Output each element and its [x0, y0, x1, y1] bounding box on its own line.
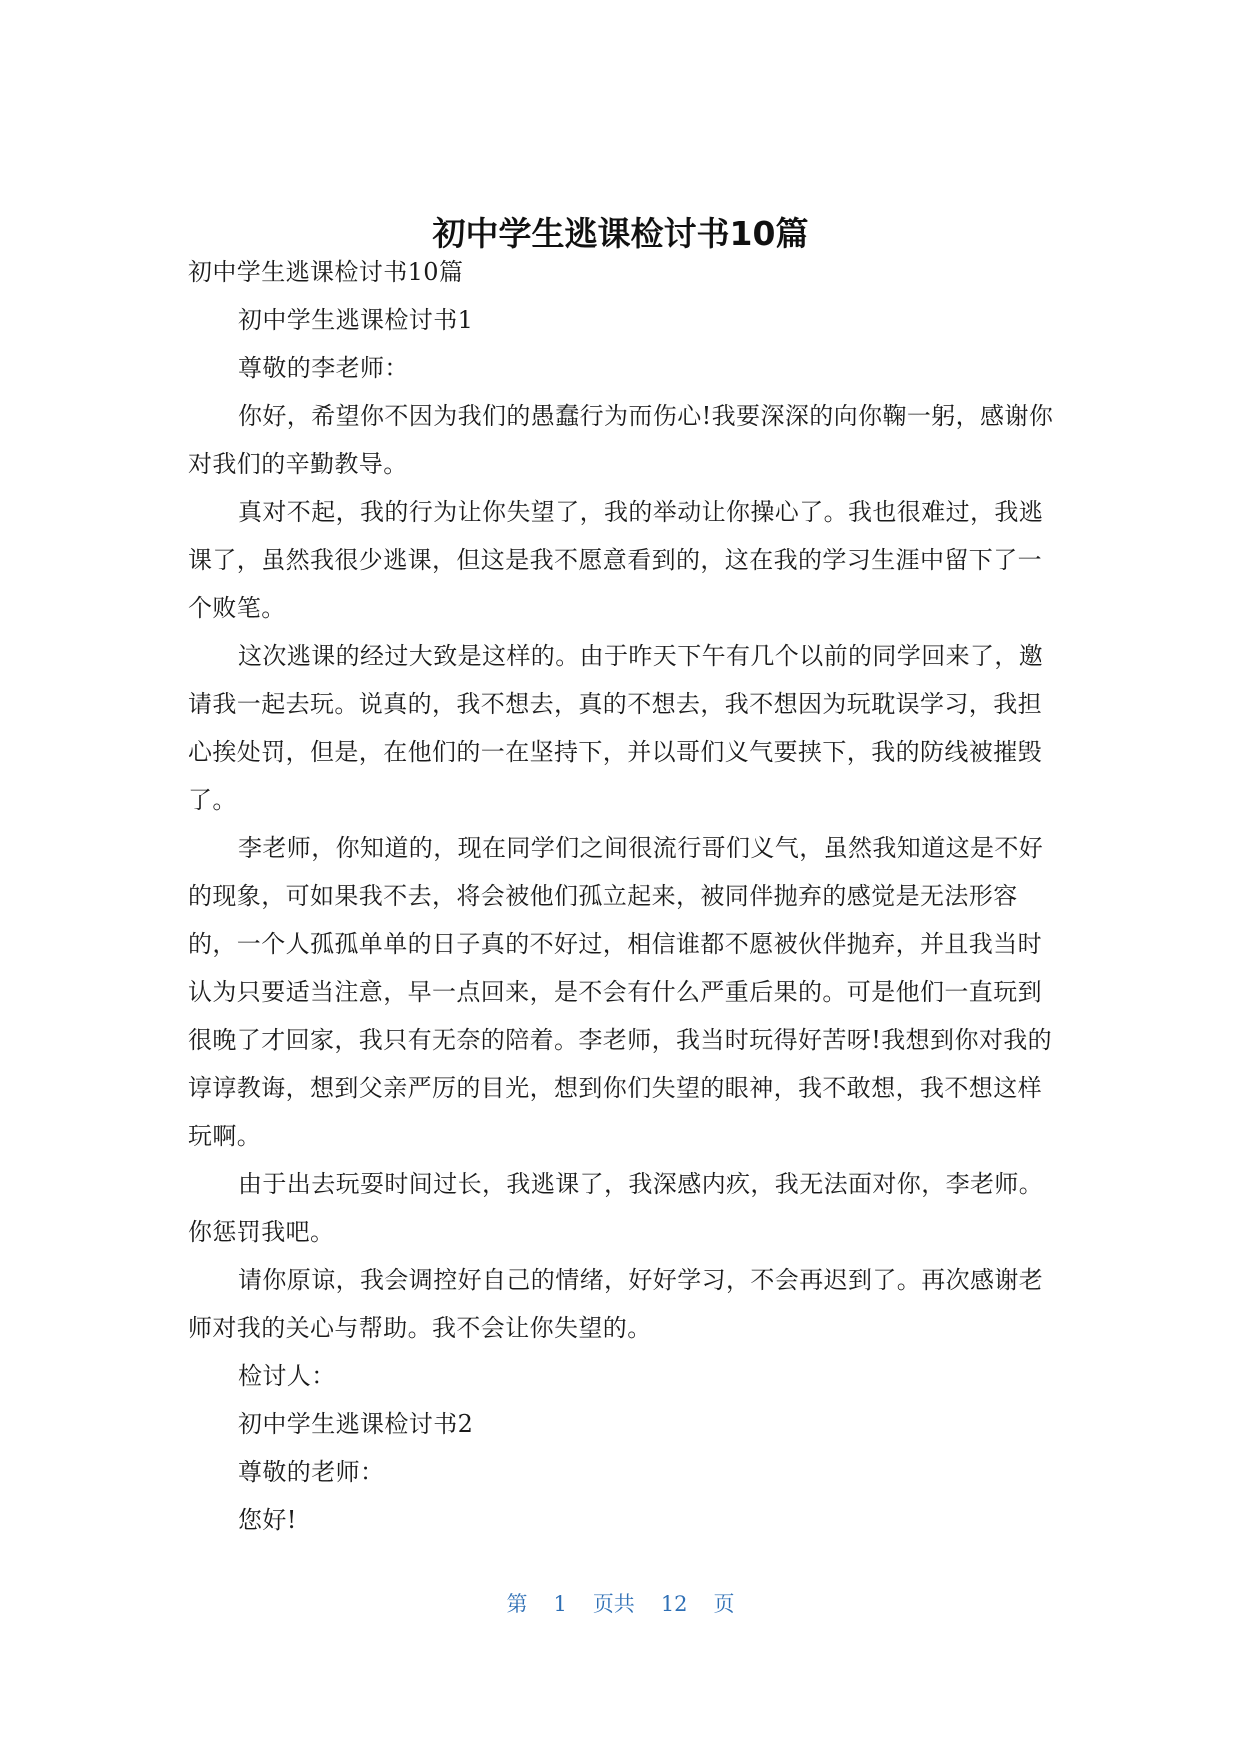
footer-page-suffix: 页	[713, 1592, 735, 1616]
paragraph-section-heading-1: 初中学生逃课检讨书1	[238, 306, 474, 334]
paragraph-signature: 检讨人：	[238, 1362, 336, 1390]
page-footer	[0, 1588, 1241, 1620]
paragraph-salutation-1: 尊敬的李老师：	[238, 354, 409, 382]
paragraph-section-heading-2: 初中学生逃课检讨书2	[238, 1410, 474, 1438]
footer-total-pages: 12	[660, 1592, 688, 1616]
footer-page-number: 1	[553, 1592, 567, 1616]
paragraph: 由于出去玩耍时间过长，我逃课了，我深感内疚，我无法面对你，李老师。你惩罚我吧。	[188, 1170, 1044, 1246]
paragraph: 真对不起，我的行为让你失望了，我的举动让你操心了。我也很难过，我逃课了，虽然我很少逃课，但这是我不愿意看到的，这在我的学习生涯中留下了一个败笔。	[188, 498, 1044, 622]
paragraph-subtitle: 初中学生逃课检讨书10篇	[188, 258, 464, 286]
paragraph-greeting: 您好!	[238, 1506, 297, 1534]
paragraph: 这次逃课的经过大致是这样的。由于昨天下午有几个以前的同学回来了，邀请我一起去玩。说真的，我不想去，真的不想去，我不想因为玩耽误学习，我担心挨处罚，但是，在他们的一在坚持下，并以哥们义气要挟下，我的防线被摧毁了。	[188, 642, 1044, 814]
paragraph: 请你原谅，我会调控好自己的情绪，好好学习，不会再迟到了。再次感谢老师对我的关心与帮助。我不会让你失望的。	[188, 1266, 1044, 1342]
paragraph: 你好，希望你不因为我们的愚蠢行为而伤心!我要深深的向你鞠一躬，感谢你对我们的辛勤教导。	[188, 402, 1054, 478]
footer-page-word: 第	[506, 1592, 528, 1616]
paragraph-salutation-2: 尊敬的老师：	[238, 1458, 385, 1486]
footer-page-of-word: 页共	[592, 1592, 635, 1616]
document-body	[188, 248, 1054, 1544]
paragraph: 李老师，你知道的，现在同学们之间很流行哥们义气，虽然我知道这是不好的现象，可如果我不去，将会被他们孤立起来，被同伴抛弃的感觉是无法形容的，一个人孤孤单单的日子真的不好过，相信谁都不愿被伙伴抛弃，并且我当时认为只要适当注意，早一点回来，是不会有什么严重后果的。可是他们一直玩到很晚了才回家，我只有无奈的陪着。李老师，我当时玩得好苦呀!我想到你对我的谆谆教诲，想到父亲严厉的目光，想到你们失望的眼神，我不敢想，我不想这样玩啊。	[188, 834, 1053, 1150]
page-title: 初中学生逃课检讨书10篇	[432, 214, 809, 254]
